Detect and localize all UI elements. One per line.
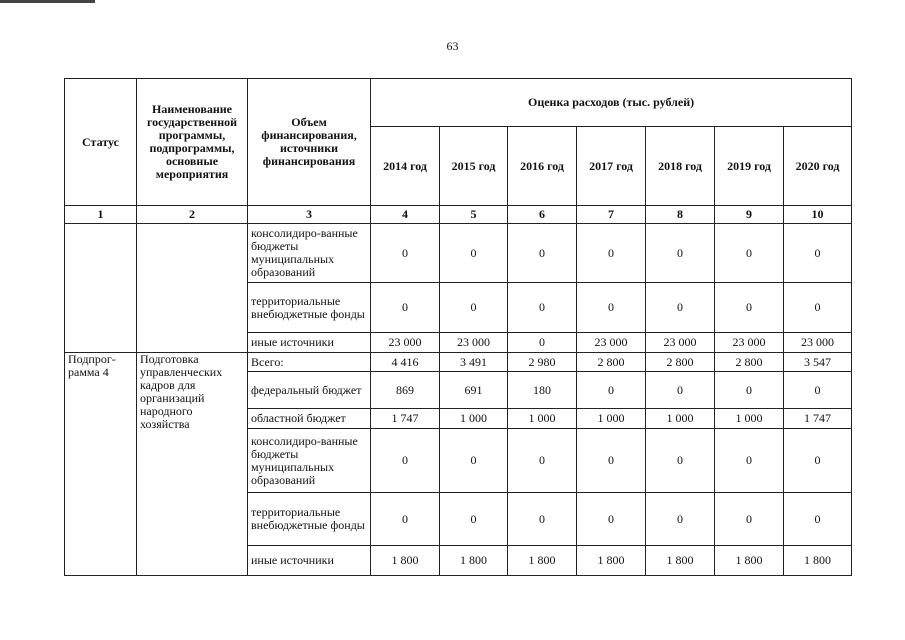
table-row — [65, 224, 852, 283]
value-cell: 0 — [646, 429, 715, 493]
value-cell: 0 — [371, 429, 440, 493]
value-cell: 0 — [784, 493, 852, 546]
value-cell: 0 — [784, 224, 852, 283]
value-cell: 0 — [440, 224, 508, 283]
header-row-1 — [65, 79, 852, 127]
value-cell: 2 800 — [577, 353, 646, 372]
status-cell: Подпрог-рамма 4 — [65, 353, 137, 576]
value-cell: 1 000 — [715, 409, 784, 429]
value-cell: 23 000 — [784, 333, 852, 353]
value-cell: 23 000 — [440, 333, 508, 353]
funding-source: консолидиро-ванные бюджеты муниципальных образований — [248, 224, 371, 283]
column-number: 10 — [784, 206, 852, 224]
header-year: 2016 год — [508, 127, 577, 206]
value-cell: 0 — [577, 493, 646, 546]
value-cell: 0 — [715, 224, 784, 283]
column-number: 9 — [715, 206, 784, 224]
scan-edge-mark — [0, 0, 95, 3]
value-cell: 0 — [440, 283, 508, 333]
value-cell: 1 800 — [784, 546, 852, 576]
funding-source: федеральный бюджет — [248, 372, 371, 409]
value-cell: 0 — [440, 493, 508, 546]
value-cell: 180 — [508, 372, 577, 409]
funding-source: территориальные внебюджетные фонды — [248, 283, 371, 333]
header-year: 2014 год — [371, 127, 440, 206]
value-cell: 0 — [577, 429, 646, 493]
value-cell: 0 — [577, 283, 646, 333]
column-number: 5 — [440, 206, 508, 224]
value-cell: 1 800 — [371, 546, 440, 576]
column-number: 6 — [508, 206, 577, 224]
value-cell: 1 000 — [646, 409, 715, 429]
page-number: 63 — [446, 39, 459, 53]
column-number: 8 — [646, 206, 715, 224]
value-cell: 1 000 — [577, 409, 646, 429]
value-cell: 0 — [646, 372, 715, 409]
value-cell: 0 — [784, 429, 852, 493]
value-cell: 0 — [508, 283, 577, 333]
column-number: 3 — [248, 206, 371, 224]
value-cell: 23 000 — [715, 333, 784, 353]
value-cell: 869 — [371, 372, 440, 409]
header-year: 2018 год — [646, 127, 715, 206]
value-cell: 23 000 — [577, 333, 646, 353]
value-cell: 0 — [440, 429, 508, 493]
program-name-cell: Подготовка управленческих кадров для организаций народного хозяйства — [137, 353, 248, 576]
status-cell — [65, 224, 137, 353]
value-cell: 0 — [371, 493, 440, 546]
header-program-name: Наименование государственной программы, подпрограммы, основные мероприятия — [137, 79, 248, 206]
value-cell: 3 491 — [440, 353, 508, 372]
value-cell: 0 — [508, 429, 577, 493]
column-number: 2 — [137, 206, 248, 224]
value-cell: 0 — [508, 224, 577, 283]
value-cell: 0 — [577, 372, 646, 409]
value-cell: 1 747 — [371, 409, 440, 429]
value-cell: 0 — [784, 372, 852, 409]
value-cell: 0 — [715, 493, 784, 546]
value-cell: 0 — [715, 283, 784, 333]
value-cell: 3 547 — [784, 353, 852, 372]
header-funding: Объем финансирования, источники финансирования — [248, 79, 371, 206]
column-number-row — [65, 206, 852, 224]
value-cell: 4 416 — [371, 353, 440, 372]
value-cell: 0 — [784, 283, 852, 333]
header-year: 2015 год — [440, 127, 508, 206]
column-number: 7 — [577, 206, 646, 224]
funding-source: территориальные внебюджетные фонды — [248, 493, 371, 546]
value-cell: 1 800 — [715, 546, 784, 576]
header-year: 2020 год — [784, 127, 852, 206]
value-cell: 0 — [508, 493, 577, 546]
value-cell: 23 000 — [371, 333, 440, 353]
column-number: 1 — [65, 206, 137, 224]
value-cell: 0 — [371, 283, 440, 333]
value-cell: 691 — [440, 372, 508, 409]
value-cell: 0 — [577, 224, 646, 283]
column-number: 4 — [371, 206, 440, 224]
program-name-cell — [137, 224, 248, 353]
header-year: 2017 год — [577, 127, 646, 206]
value-cell: 2 980 — [508, 353, 577, 372]
value-cell: 0 — [715, 429, 784, 493]
value-cell: 1 000 — [440, 409, 508, 429]
value-cell: 0 — [715, 372, 784, 409]
value-cell: 0 — [646, 224, 715, 283]
funding-source: областной бюджет — [248, 409, 371, 429]
value-cell: 0 — [508, 333, 577, 353]
header-estimate: Оценка расходов (тыс. рублей) — [371, 79, 852, 127]
funding-source: иные источники — [248, 333, 371, 353]
value-cell: 1 800 — [440, 546, 508, 576]
table-row — [65, 353, 852, 372]
funding-source: Всего: — [248, 353, 371, 372]
value-cell: 1 000 — [508, 409, 577, 429]
header-status: Статус — [65, 79, 137, 206]
value-cell: 0 — [646, 283, 715, 333]
value-cell: 1 800 — [646, 546, 715, 576]
funding-source: консолидиро-ванные бюджеты муниципальных образований — [248, 429, 371, 493]
value-cell: 2 800 — [646, 353, 715, 372]
budget-table — [64, 78, 852, 576]
funding-source: иные источники — [248, 546, 371, 576]
header-year: 2019 год — [715, 127, 784, 206]
value-cell: 0 — [371, 224, 440, 283]
value-cell: 1 747 — [784, 409, 852, 429]
value-cell: 1 800 — [577, 546, 646, 576]
value-cell: 1 800 — [508, 546, 577, 576]
value-cell: 2 800 — [715, 353, 784, 372]
value-cell: 23 000 — [646, 333, 715, 353]
value-cell: 0 — [646, 493, 715, 546]
